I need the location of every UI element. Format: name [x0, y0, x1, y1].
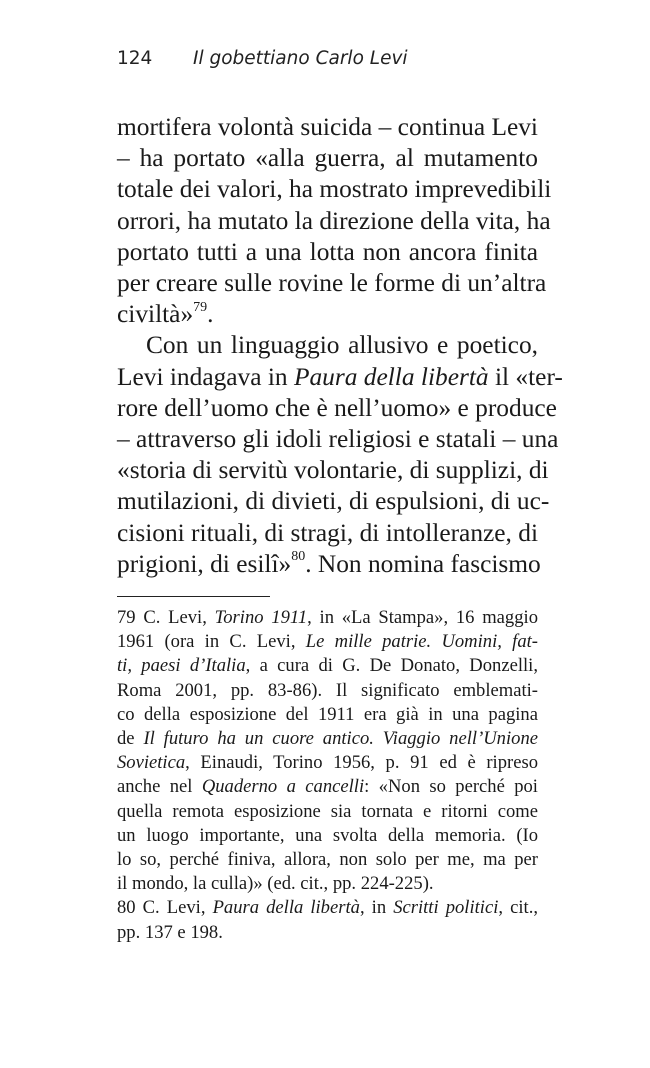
text-fragment: , cit., [498, 897, 538, 919]
note-line: un luogo importante, una svolta della memoria. (Io [117, 824, 538, 846]
note-line [117, 751, 538, 775]
running-title: Il gobettiano Carlo Levi [193, 48, 408, 69]
footnote-ref-79[interactable]: 79 [193, 299, 208, 315]
note-line [117, 896, 538, 920]
text-line: portato tutti a una lotta non ancora finita [117, 237, 538, 266]
running-header [117, 48, 408, 69]
page-number: 124 [117, 48, 153, 69]
text-line [117, 362, 563, 393]
footnote-ref-80[interactable]: 80 [291, 549, 306, 565]
footnote-separator [117, 596, 270, 597]
text-fragment: de [117, 728, 144, 750]
text-line: «storia di servitù volontarie, di supplizi, di [117, 456, 549, 485]
text-line [117, 299, 538, 330]
text-fragment: Levi indagava in [117, 362, 294, 391]
note-line: Roma 2001, pp. 83-86). Il significato emblemati- [117, 679, 538, 701]
text-line: – attraverso gli idoli religiosi e statali – una [117, 425, 559, 454]
text-line: mutilazioni, di divieti, di espulsioni, di uc- [117, 487, 550, 516]
text-fragment: , in [359, 897, 394, 919]
cited-title: Il futuro ha un cuore antico. Viaggio nell’Unione [143, 728, 538, 750]
text-fragment: 80 C. Levi, [117, 897, 213, 919]
cited-title: Torino 1911 [214, 607, 308, 628]
text-fragment: , Einaudi, Torino 1956, p. 91 ed è ripreso [185, 752, 538, 774]
text-line: totale dei valori, ha mostrato imprevedibili [117, 175, 552, 204]
footnote-80 [117, 896, 538, 944]
text-fragment: anche nel [117, 776, 202, 798]
text-line: Con un linguaggio allusivo e poetico, [146, 331, 538, 360]
paragraph-2 [117, 330, 563, 580]
body-text [117, 112, 563, 580]
note-line: co della esposizione del 1911 era già in una pagina [117, 703, 538, 725]
text-line: per creare sulle rovine le forme di un’altra [117, 269, 547, 298]
text-fragment: : «Non so perché poi [364, 776, 538, 798]
text-line: mortifera volontà suicida – continua Levi [117, 113, 538, 141]
paragraph-1 [117, 112, 552, 330]
text-fragment: , in «La Stampa», 16 maggio [307, 607, 538, 628]
cited-title: Paura della libertà [212, 897, 360, 919]
text-line: – ha portato «alla guerra, al mutamento [117, 144, 538, 173]
text-fragment: 1961 (ora in C. Levi, [117, 631, 306, 653]
cited-title: ti, paesi d’Italia [117, 655, 246, 677]
text-line: cisioni rituali, di stragi, di intolleranze, di [117, 518, 538, 547]
text-fragment: prigioni, di esilî» [117, 549, 292, 578]
note-line: quella remota esposizione sia tornata e ritorni come [117, 800, 538, 822]
text-line: rore dell’uomo che è nell’uomo» e produce [117, 393, 557, 422]
text-fragment: il «ter- [488, 362, 563, 391]
book-title: Paura della libertà [293, 362, 489, 391]
note-line [117, 654, 538, 678]
text-fragment: . Non nomina fascismo [305, 549, 541, 578]
text-line [117, 549, 541, 580]
cited-title: Scritti politici [393, 897, 499, 919]
text-fragment: , a cura di G. De Donato, Donzelli, [245, 655, 538, 677]
note-line: il mondo, la culla)» (ed. cit., pp. 224-225). [117, 873, 434, 895]
text-fragment: 79 C. Levi, [117, 607, 215, 628]
note-line [117, 606, 538, 630]
note-line [117, 727, 538, 751]
note-line: pp. 137 e 198. [117, 921, 223, 943]
cited-title: Quaderno a cancelli [201, 776, 365, 798]
note-line: lo so, perché finiva, allora, non solo per me, ma per [117, 849, 538, 871]
text-fragment: . [207, 300, 214, 329]
note-line [117, 630, 538, 654]
cited-title: Sovietica [117, 752, 186, 774]
text-fragment: civiltà» [117, 300, 194, 329]
cited-title: Le mille patrie. Uomini, fat- [305, 631, 538, 653]
text-line: orrori, ha mutato la direzione della vita, ha [117, 206, 551, 235]
note-line [117, 775, 538, 799]
footnote-79 [117, 606, 538, 896]
footnotes [117, 606, 538, 945]
